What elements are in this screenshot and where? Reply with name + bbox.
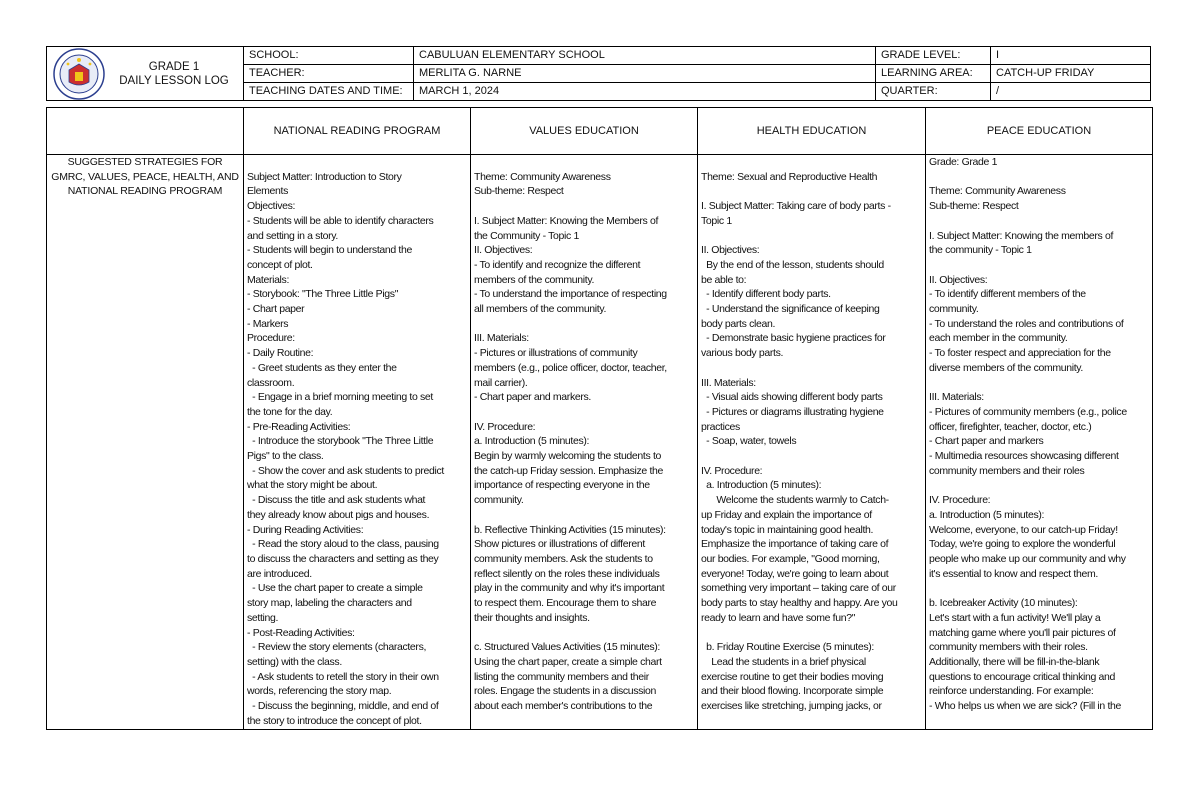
health-text-line: something very important – taking care of our — [701, 582, 896, 595]
suggested-strategies-label: SUGGESTED STRATEGIES FOR GMRC, VALUES, PEACE, HEALTH, AND NATIONAL READING PROGRAM — [51, 156, 239, 198]
peace-text-line: I. Subject Matter: Knowing the members of — [929, 229, 1114, 242]
health-text-line: ready to learn and have some fun?" — [701, 611, 856, 624]
column-header-peace: PEACE EDUCATION — [926, 108, 1153, 155]
quarter-value: / — [991, 83, 1151, 101]
health-text-line: Welcome the students warmly to Catch- — [701, 494, 889, 507]
health-text-line: Theme: Sexual and Reproductive Health — [701, 170, 878, 183]
peace-text-line: matching game where you'll pair pictures of — [929, 626, 1116, 639]
health-text-line: I. Subject Matter: Taking care of body parts - — [701, 200, 891, 213]
values-text-line: Using the chart paper, create a simple chart — [474, 655, 662, 668]
health-text-line: - Demonstrate basic hygiene practices for — [701, 332, 886, 345]
values-text-line — [474, 626, 694, 641]
teaching-dates-label: TEACHING DATES AND TIME: — [244, 83, 414, 101]
lesson-table — [46, 107, 1153, 730]
peace-text-line — [929, 258, 1149, 273]
health-education-content — [701, 155, 922, 729]
grade-level-label: GRADE LEVEL: — [876, 47, 991, 65]
health-text-line: exercise routine to get their bodies moving — [701, 670, 884, 683]
reading-text-line: and setting in a story. — [247, 229, 338, 242]
reading-text-line: classroom. — [247, 376, 295, 389]
reading-text-line: setting) with the class. — [247, 655, 342, 668]
health-text-line: IV. Procedure: — [701, 464, 763, 477]
reading-text-line: Subject Matter: Introduction to Story — [247, 170, 402, 183]
reading-text-line: the story to introduce the concept of plot. — [247, 714, 422, 727]
reading-text-line: - Markers — [247, 317, 289, 330]
values-text-line: importance of respecting everyone in the — [474, 479, 650, 492]
peace-text-line: II. Objectives: — [929, 273, 988, 286]
health-text-line — [701, 361, 922, 376]
health-text-line: Emphasize the importance of taking care of — [701, 538, 889, 551]
peace-text-line: Today, we're going to explore the wonderful — [929, 538, 1116, 551]
values-text-line: Begin by warmly welcoming the students to — [474, 450, 661, 463]
health-text-line: - Soap, water, towels — [701, 435, 797, 448]
grade-level-value: I — [991, 47, 1151, 65]
peace-text-line — [929, 581, 1149, 596]
peace-text-line: community. — [929, 303, 979, 316]
health-text-line: By the end of the lesson, students should — [701, 258, 884, 271]
health-text-line: body parts to stay healthy and happy. Are you — [701, 597, 898, 610]
reading-text-line: they already know about pigs and houses. — [247, 508, 430, 521]
health-text-line: a. Introduction (5 minutes): — [701, 479, 822, 492]
peace-text-line: people who make up our community and why — [929, 552, 1126, 565]
column-header-reading: NATIONAL READING PROGRAM — [244, 108, 471, 155]
reading-text-line: - Read the story aloud to the class, pausing — [247, 538, 439, 551]
reading-text-line: story map, labeling the characters and — [247, 597, 412, 610]
peace-text-line: - To foster respect and appreciation for the — [929, 347, 1111, 360]
log-title-block — [111, 60, 243, 88]
peace-education-content — [929, 155, 1149, 729]
health-text-line — [701, 229, 922, 244]
reading-text-line: - Post-Reading Activities: — [247, 626, 355, 639]
values-text-line: roles. Engage the students in a discussion — [474, 685, 657, 698]
health-text-line: - Understand the significance of keeping — [701, 303, 880, 316]
values-text-line: Show pictures or illustrations of different — [474, 538, 645, 551]
values-text-line: all members of the community. — [474, 303, 607, 316]
peace-text-line: reinforce understanding. For example: — [929, 685, 1094, 698]
reading-text-line: - Engage in a brief morning meeting to set — [247, 391, 433, 404]
values-text-line: their thoughts and insights. — [474, 611, 590, 624]
peace-text-line: a. Introduction (5 minutes): — [929, 508, 1045, 521]
peace-text-line: Welcome, everyone, to our catch-up Friday! — [929, 523, 1118, 536]
peace-text-line: Additionally, there will be fill-in-the-blank — [929, 655, 1100, 668]
health-text-line: Topic 1 — [701, 214, 732, 227]
suggested-strategies-cell — [47, 155, 244, 730]
reading-text-line — [247, 155, 467, 170]
peace-text-line: b. Icebreaker Activity (10 minutes): — [929, 597, 1078, 610]
health-text-line: Lead the students in a brief physical — [701, 655, 866, 668]
values-text-line: reflect silently on the roles these individuals — [474, 567, 660, 580]
values-text-line: Sub-theme: Respect — [474, 185, 564, 198]
peace-text-line: - To understand the roles and contributions of — [929, 317, 1124, 330]
reading-text-line: - Daily Routine: — [247, 347, 314, 360]
peace-text-line: community members and their roles — [929, 464, 1085, 477]
reading-text-line: Materials: — [247, 273, 290, 286]
values-text-line: community. — [474, 494, 524, 507]
values-text-line — [474, 199, 694, 214]
peace-text-line: Grade: Grade 1 — [929, 156, 998, 168]
values-text-line: a. Introduction (5 minutes): — [474, 435, 590, 448]
column-header-values: VALUES EDUCATION — [471, 108, 698, 155]
teacher-label: TEACHER: — [244, 65, 414, 83]
values-text-line: members (e.g., police officer, doctor, teacher, — [474, 361, 667, 374]
health-text-line: - Identify different body parts. — [701, 288, 831, 301]
health-text-line: be able to: — [701, 273, 747, 286]
health-text-line: everyone! Today, we're going to learn about — [701, 567, 889, 580]
values-text-line: - Pictures or illustrations of community — [474, 347, 638, 360]
reading-text-line: - Discuss the title and ask students what — [247, 494, 426, 507]
values-text-line: - To understand the importance of respecting — [474, 288, 667, 301]
peace-text-line — [929, 170, 1149, 185]
reading-text-line: - Use the chart paper to create a simple — [247, 582, 423, 595]
reading-text-line: to discuss the characters and setting as they — [247, 552, 439, 565]
values-text-line: II. Objectives: — [474, 244, 533, 257]
peace-text-line: each member in the community. — [929, 332, 1068, 345]
reading-text-line: - During Reading Activities: — [247, 523, 364, 536]
peace-text-line: - Chart paper and markers — [929, 435, 1044, 448]
peace-text-line: the community - Topic 1 — [929, 244, 1032, 257]
reading-program-cell — [244, 155, 471, 730]
values-text-line: community members. Ask the students to — [474, 552, 653, 565]
peace-text-line: questions to encourage critical thinking and — [929, 670, 1115, 683]
values-text-line — [474, 155, 694, 170]
peace-text-line: Theme: Community Awareness — [929, 185, 1066, 198]
peace-text-line: Sub-theme: Respect — [929, 200, 1019, 213]
health-education-cell — [698, 155, 926, 730]
reading-text-line: - Show the cover and ask students to predict — [247, 464, 444, 477]
peace-text-line: Let's start with a fun activity! We'll play a — [929, 611, 1101, 624]
grade-title: GRADE 1 — [148, 60, 200, 73]
peace-text-line — [929, 478, 1149, 493]
values-education-cell — [471, 155, 698, 730]
reading-text-line: - Storybook: "The Three Little Pigs" — [247, 288, 399, 301]
values-text-line: about each member's contributions to the — [474, 700, 653, 713]
logo-title-cell — [47, 47, 244, 101]
peace-text-line: III. Materials: — [929, 391, 984, 404]
health-text-line: today's topic in maintaining good health. — [701, 523, 874, 536]
health-text-line — [701, 449, 922, 464]
reading-text-line: - Students will be able to identify characters — [247, 214, 434, 227]
values-text-line: IV. Procedure: — [474, 420, 536, 433]
health-text-line — [701, 184, 922, 199]
reading-text-line: - Ask students to retell the story in their own — [247, 670, 439, 683]
values-text-line: - To identify and recognize the different — [474, 258, 641, 271]
health-text-line: - Visual aids showing different body parts — [701, 391, 883, 404]
deped-seal-icon — [47, 48, 111, 100]
reading-text-line: Pigs" to the class. — [247, 450, 324, 463]
peace-text-line: IV. Procedure: — [929, 494, 991, 507]
peace-text-line: - Who helps us when we are sick? (Fill in the — [929, 700, 1121, 713]
values-education-content — [474, 155, 694, 729]
reading-text-line: Objectives: — [247, 200, 296, 213]
learning-area-value: CATCH-UP FRIDAY — [991, 65, 1151, 83]
health-text-line: III. Materials: — [701, 376, 756, 389]
values-text-line: III. Materials: — [474, 332, 529, 345]
reading-text-line: words, referencing the story map. — [247, 685, 392, 698]
values-text-line — [474, 405, 694, 420]
health-text-line: and their blood flowing. Incorporate simple — [701, 685, 884, 698]
health-text-line: exercises like stretching, jumping jacks, or — [701, 700, 882, 713]
reading-text-line: - Review the story elements (characters, — [247, 641, 427, 654]
peace-text-line: officer, firefighter, teacher, doctor, etc.) — [929, 420, 1092, 433]
reading-text-line: are introduced. — [247, 567, 312, 580]
health-text-line — [701, 155, 922, 170]
health-text-line: our bodies. For example, "Good morning, — [701, 552, 880, 565]
values-text-line: b. Reflective Thinking Activities (15 minutes): — [474, 523, 666, 536]
learning-area-label: LEARNING AREA: — [876, 65, 991, 83]
school-label: SCHOOL: — [244, 47, 414, 65]
reading-text-line: the tone for the day. — [247, 405, 333, 418]
values-text-line: members of the community. — [474, 273, 595, 286]
quarter-label: QUARTER: — [876, 83, 991, 101]
peace-text-line — [929, 376, 1149, 391]
reading-text-line: - Students will begin to understand the — [247, 244, 412, 257]
school-value: CABULUAN ELEMENTARY SCHOOL — [414, 47, 876, 65]
column-header-health: HEALTH EDUCATION — [698, 108, 926, 155]
reading-program-content — [247, 155, 467, 729]
header-table — [46, 46, 1151, 101]
values-text-line: c. Structured Values Activities (15 minutes): — [474, 641, 660, 654]
health-text-line: - Pictures or diagrams illustrating hygiene — [701, 405, 884, 418]
daily-lesson-log-title: DAILY LESSON LOG — [119, 74, 229, 87]
teacher-value: MERLITA G. NARNE — [414, 65, 876, 83]
peace-education-cell — [926, 155, 1153, 730]
reading-text-line: Procedure: — [247, 332, 295, 345]
health-text-line: up Friday and explain the importance of — [701, 508, 872, 521]
values-text-line: - Chart paper and markers. — [474, 391, 591, 404]
health-text-line — [701, 626, 922, 641]
reading-text-line: concept of plot. — [247, 258, 313, 271]
peace-text-line: - Multimedia resources showcasing different — [929, 450, 1119, 463]
reading-text-line: setting. — [247, 611, 279, 624]
values-text-line: the Community - Topic 1 — [474, 229, 579, 242]
reading-text-line: - Greet students as they enter the — [247, 361, 397, 374]
reading-text-line: - Introduce the storybook "The Three Little — [247, 435, 434, 448]
peace-text-line: diverse members of the community. — [929, 361, 1083, 374]
peace-text-line: it's essential to know and respect them. — [929, 567, 1098, 580]
health-text-line: b. Friday Routine Exercise (5 minutes): — [701, 641, 874, 654]
reading-text-line: - Chart paper — [247, 303, 305, 316]
values-text-line: I. Subject Matter: Knowing the Members of — [474, 214, 659, 227]
peace-text-line: - To identify different members of the — [929, 288, 1086, 301]
blank-corner-cell — [47, 108, 244, 155]
peace-text-line: community members with their roles. — [929, 641, 1088, 654]
teaching-dates-value: MARCH 1, 2024 — [414, 83, 876, 101]
peace-text-line: - Pictures of community members (e.g., police — [929, 405, 1127, 418]
reading-text-line: Elements — [247, 185, 288, 198]
reading-text-line: what the story might be about. — [247, 479, 378, 492]
values-text-line: to respect them. Encourage them to share — [474, 597, 657, 610]
health-text-line: body parts clean. — [701, 317, 776, 330]
values-text-line: the catch-up Friday session. Emphasize the — [474, 464, 663, 477]
values-text-line: Theme: Community Awareness — [474, 170, 611, 183]
values-text-line: play in the community and why it's important — [474, 582, 665, 595]
health-text-line: II. Objectives: — [701, 244, 760, 257]
peace-text-line — [929, 214, 1149, 229]
values-text-line: listing the community members and their — [474, 670, 649, 683]
values-text-line: mail carrier). — [474, 376, 528, 389]
health-text-line: various body parts. — [701, 347, 784, 360]
health-text-line: practices — [701, 420, 740, 433]
reading-text-line: - Discuss the beginning, middle, and end of — [247, 700, 439, 713]
values-text-line — [474, 508, 694, 523]
reading-text-line: - Pre-Reading Activities: — [247, 420, 351, 433]
values-text-line — [474, 317, 694, 332]
